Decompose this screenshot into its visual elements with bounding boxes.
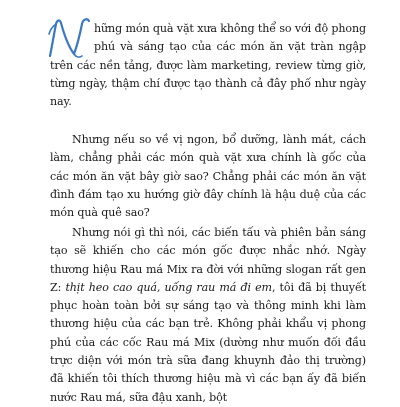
paragraph-3-slogan: thịt heo cao quá, uống rau má đi em — [65, 280, 272, 294]
paragraph-2-text: Nhưng nếu so về vị ngon, bổ dưỡng, lành mát, cách làm, chẳng phải các món quà vặt xưa chính là gốc của các món ăn vặt bây giờ sao? Chẳng phải các món ăn vặt đình đám tạo xu hướng giờ đây chính là hậu duệ của các món quà quê sao? — [50, 133, 366, 220]
paragraph-3-text-end: , tôi đã bị thuyết phục hoàn toàn bởi sự sáng tạo và thông minh khi làm thương hiệu của các bạn trẻ. Không phải khẩu vị phong phú của các cốc Rau má Mix (dường như muốn đối đầu trực diện với món trà sữa đang khuynh đảo thị trường) đã khiến tôi thích thương hiệu mà vì các bạn ấy đã biến nước Rau má, sữa đậu xanh, bột — [50, 280, 366, 404]
paragraph-3-text-start: Nhưng nói gì thì nói, các biến tấu và phiên bản sáng tạo sẽ khiến cho các món gốc được nhắc nhớ. Ngày thương hiệu Rau má Mix ra đời với những slogan rất gen Z: — [50, 226, 366, 294]
drop-cap-glyph — [44, 16, 94, 62]
paragraph-3 — [50, 224, 366, 407]
paragraph-2 — [50, 131, 366, 222]
paragraph-1-text: hững món quà vặt xưa không thể so với độ phong phú và sáng tạo của các món ăn vặt tràn ngập trên các nền tảng, được làm marketing, review từng giờ, từng ngày, thậm chí được tạo thành cả đây phố như ngày nay. — [50, 22, 366, 109]
paragraph-1 — [50, 20, 366, 111]
drop-cap — [44, 20, 92, 56]
